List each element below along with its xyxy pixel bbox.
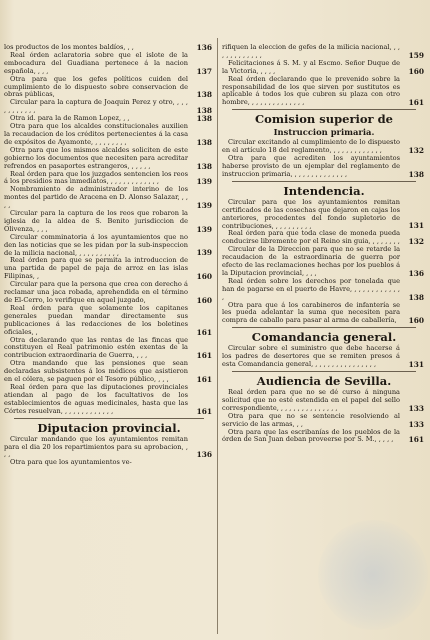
index-entry-page-number: 161 <box>408 435 424 445</box>
index-entry-text: Circular para que los ayuntamientos remitan certificados de las cosechas que dejaron en cajas los anteriores, procedentes del fondo supletorio de contribuciones, , , , , , , , , , <box>222 197 400 230</box>
index-entry-page-number: 139 <box>196 248 212 258</box>
index-entry <box>222 389 426 413</box>
index-entry <box>4 281 214 305</box>
index-entry <box>222 413 426 429</box>
index-entry <box>222 155 426 179</box>
index-entry-text: Real órden para que no se dé curso á ninguna solicitud que no esté estendida en el papel del sello correspondiente, , , , , , , , , , , , , , , <box>222 388 400 412</box>
index-entry <box>4 234 214 258</box>
index-entry <box>4 171 214 187</box>
right-entry-list-4 <box>222 345 426 369</box>
index-entry-text: Otra para que las escribanías de los pueblos de la órden de San Juan deban proveerse por S. M., , , , , <box>222 427 400 444</box>
index-entry-text: Nombramiento de administrador interino de los montes del partido de Aracena en D. Alonso Salazar, , , , , <box>4 185 188 210</box>
index-entry-page-number: 139 <box>196 177 212 187</box>
index-entry-page-number: 138 <box>196 137 212 147</box>
index-entry-page-number: 139 <box>196 224 212 234</box>
index-entry-page-number: 138 <box>196 114 212 124</box>
index-entry-page-number: 131 <box>408 360 424 369</box>
index-entry <box>4 147 214 171</box>
section-heading-audiencia: Audiencia de Sevilla. <box>256 374 392 388</box>
index-entry-text: Real órden para que las diputaciones provinciales atiendan al pago de los facultativos de los establecimientos de aguas medicinales, hasta que las Córtes resuelvan, , , , , , , , , , , , , <box>4 382 188 415</box>
index-entry <box>4 305 214 337</box>
index-entry <box>4 360 214 384</box>
section-divider <box>232 371 416 372</box>
index-entry-text: Circular excitando al cumplimiento de lo dispuesto en el artículo 18 del reglamento, , , , , , , , , , , , , <box>222 138 400 155</box>
left-entry-list <box>4 44 214 416</box>
index-entry-page-number: 138 <box>196 106 212 116</box>
index-entry <box>222 76 426 108</box>
right-entry-list <box>222 44 426 107</box>
right-entry-list-2 <box>222 139 426 179</box>
index-entry-text: Otra id. para la de Ramon Lopez, , , <box>10 114 130 123</box>
index-entry-page-number: 161 <box>408 98 424 108</box>
index-entry-text: Otra para que los mismos alcaldes soliciten de este gobierno los documentos que necesiten para acreditar refrendos en pasaportes estrangeros, , , , , , <box>4 145 188 170</box>
section-heading-comision: Comision superior de <box>255 112 393 127</box>
index-entry-text: Otra para que acrediten los ayuntamientos haberse provisto de un ejemplar del reglamento de instruccion primaria, , , , , , , , , , , , , , <box>222 154 400 178</box>
index-entry <box>222 429 426 445</box>
index-entry-text: Real órden para que solamente los capitanes generales puedan mandar directamente sus publicaciones á las redacciones de los boletines oficiales, , <box>4 303 188 336</box>
index-entry-text: Real órden para que los juzgados sentencien los reos á los presidios mas inmediatos, , , , , , , , , , , , , <box>4 169 188 186</box>
index-entry <box>4 99 214 115</box>
section-heading-intendencia: Intendencia. <box>283 183 365 198</box>
index-entry <box>4 52 214 76</box>
index-entry-text: Real órden sobre los derechos por tonelada que han de pagarse en el puerto de Havre, , , , , , , , , , , , , <box>222 276 400 301</box>
index-entry-text: Otra para que no se sentencie resolviendo al servicio de las armas, , , <box>222 411 400 428</box>
index-entry <box>4 123 214 147</box>
index-entry-text: Otra para que los ayuntamientos ve- <box>10 458 132 467</box>
index-entry-page-number: 133 <box>408 419 424 429</box>
index-entry-page-number: 161 <box>196 406 212 416</box>
index-entry-page-number: 160 <box>408 316 424 326</box>
section-divider <box>232 181 416 182</box>
index-entry-page-number: 133 <box>408 403 424 413</box>
index-entry-text: los productos de los montes baldíos, , , <box>4 43 134 51</box>
index-entry <box>4 186 214 210</box>
index-entry-page-number: 139 <box>196 201 212 211</box>
section-heading-comandancia: Comandancia general. <box>251 330 397 345</box>
index-entry-page-number: 136 <box>196 450 212 460</box>
index-entry-text: Circular para la captura de Joaquin Perez y otro, , , , , , , , , , , , <box>4 98 188 115</box>
index-entry <box>222 44 426 60</box>
index-entry <box>4 76 214 100</box>
section-divider <box>232 109 416 110</box>
index-entry <box>222 246 426 278</box>
index-entry-page-number: 160 <box>196 295 212 305</box>
column-divider <box>217 38 218 634</box>
index-entry-page-number: 132 <box>408 146 424 156</box>
index-entry <box>4 210 214 234</box>
index-entry-page-number: 138 <box>408 292 424 302</box>
paper-stain <box>318 520 428 630</box>
index-entry-page-number: 161 <box>196 374 212 384</box>
index-entry <box>222 278 426 302</box>
index-entry-text: Real órden para que se permita la introduccion de una partida de papel de paja de arroz en las islas Filipinas, , <box>4 256 188 281</box>
index-entry-text: rifiquen la eleccion de gefes de la milicia nacional, , , , , , , , , , , , , <box>222 43 400 59</box>
index-entry-page-number: 136 <box>408 268 424 278</box>
index-entry-text: Circular comminatoria á los ayuntamientos que no den las noticias que se les pidan por la sub-inspeccion de la milicia nacional, , , , , , , , , , , <box>4 232 188 257</box>
index-entry-text: Otra para que á los carabineros de infantería se les pueda adelantar la suma que necesiten para compra de caballo para pasar al arma de caballería, <box>222 300 400 325</box>
section-divider <box>14 418 204 419</box>
index-entry-text: Otra declarando que las rentas de las fincas que constituyen el Real patrimonio estén exentas de la contribucion extraordinaria de Guerra, , , , <box>4 335 188 360</box>
index-entry-page-number: 138 <box>196 90 212 100</box>
index-entry <box>4 436 214 460</box>
index-entry-page-number: 161 <box>196 351 212 361</box>
index-entry <box>4 257 214 281</box>
index-entry-text: Real órden declarando que le prevenido sobre la responsabilidad de los que sirven por sustitutos es aplicable á todos los que cubren su plaza con otro hombre, , , , , , , , , , , , , , <box>222 74 400 107</box>
index-entry-page-number: 132 <box>408 237 424 247</box>
index-entry-text: Real órden aclaratoria sobre que el islote de la embocadura del Guadiana pertenece á la nacion española, , , , <box>4 50 188 75</box>
index-entry <box>222 139 426 155</box>
index-entry-page-number: 137 <box>196 66 212 76</box>
index-entry-page-number: 160 <box>408 66 424 76</box>
index-entry-page-number: 138 <box>408 169 424 179</box>
left-entry-list-2 <box>4 436 214 468</box>
section-subheading-instruccion: Instruccion primaria. <box>273 127 375 138</box>
index-entry <box>222 199 426 231</box>
index-entry-page-number: 161 <box>196 327 212 337</box>
index-entry <box>4 459 214 467</box>
right-entry-list-5 <box>222 389 426 444</box>
index-entry-text: Circular para la captura de los reos que robaron la iglesia de la aldea de S. Benito jurisdiccion de Olivenza, , , , <box>4 209 188 233</box>
right-entry-list-3 <box>222 199 426 326</box>
index-entry-text: Otra para que los alcaldes constitucionales auxilien la recaudacion de los créditos pertenecientes á la casa de expósitos de Ayamonte, , , , , , , , , <box>4 122 188 146</box>
right-column <box>222 44 426 444</box>
index-entry-text: Otra para que los gefes políticos cuiden del cumplimiento de lo dispuesto sobre conservacion de obras públicas, <box>4 74 188 99</box>
index-entry-text: Otra mandando que las pensiones que sean declaradas subsistentes á los médicos que asistieron en el cólera, se paguen por el Tesoro público, , , , <box>4 359 188 384</box>
index-entry <box>4 337 214 361</box>
section-heading-diputacion: Diputacion provincial. <box>37 420 181 435</box>
index-entry <box>222 345 426 369</box>
section-divider <box>232 327 416 328</box>
index-entry <box>222 302 426 326</box>
index-entry-text: Circular sobre el suministro que debe hacerse á los padres de desertores que se remiten presos á esta Comandancia general, , , , , , , , , , , , , , , , <box>222 344 400 369</box>
index-entry-text: Circular de la Direccion para que no se retarde la recaudacion de la estraordinaria de guerra por efecto de las reclamaciones hechas por los pueblos á la Diputacion provincial, , , , <box>222 245 400 277</box>
index-entry-text: Circular mandando que los ayuntamientos remitan para el dia 20 los repartimientos para su aprobacion, , , , <box>4 434 188 459</box>
index-entry-page-number: 160 <box>196 272 212 282</box>
index-entry-page-number: 138 <box>196 161 212 171</box>
index-entry-text: Felicitaciones á S. M. y al Escmo. Señor Duque de la Victoria, , , , , <box>222 58 400 75</box>
left-column <box>4 44 214 467</box>
index-entry-page-number: 131 <box>408 221 424 231</box>
index-entry-text: Real órden para que toda clase de moneda pueda conducirse libremente por el Reino sin guia, , , , , , , , <box>222 229 400 246</box>
index-entry <box>4 384 214 416</box>
index-entry-text: Circular para que la persona que crea con derecho á reclamar una jaca robada, aprehendida en el término de El-Cerro, lo verifique en aquel juzgado, <box>4 280 188 304</box>
index-entry <box>222 230 426 246</box>
index-entry-page-number: 136 <box>196 42 212 52</box>
index-entry <box>222 60 426 76</box>
index-entry-page-number: 159 <box>408 50 424 60</box>
